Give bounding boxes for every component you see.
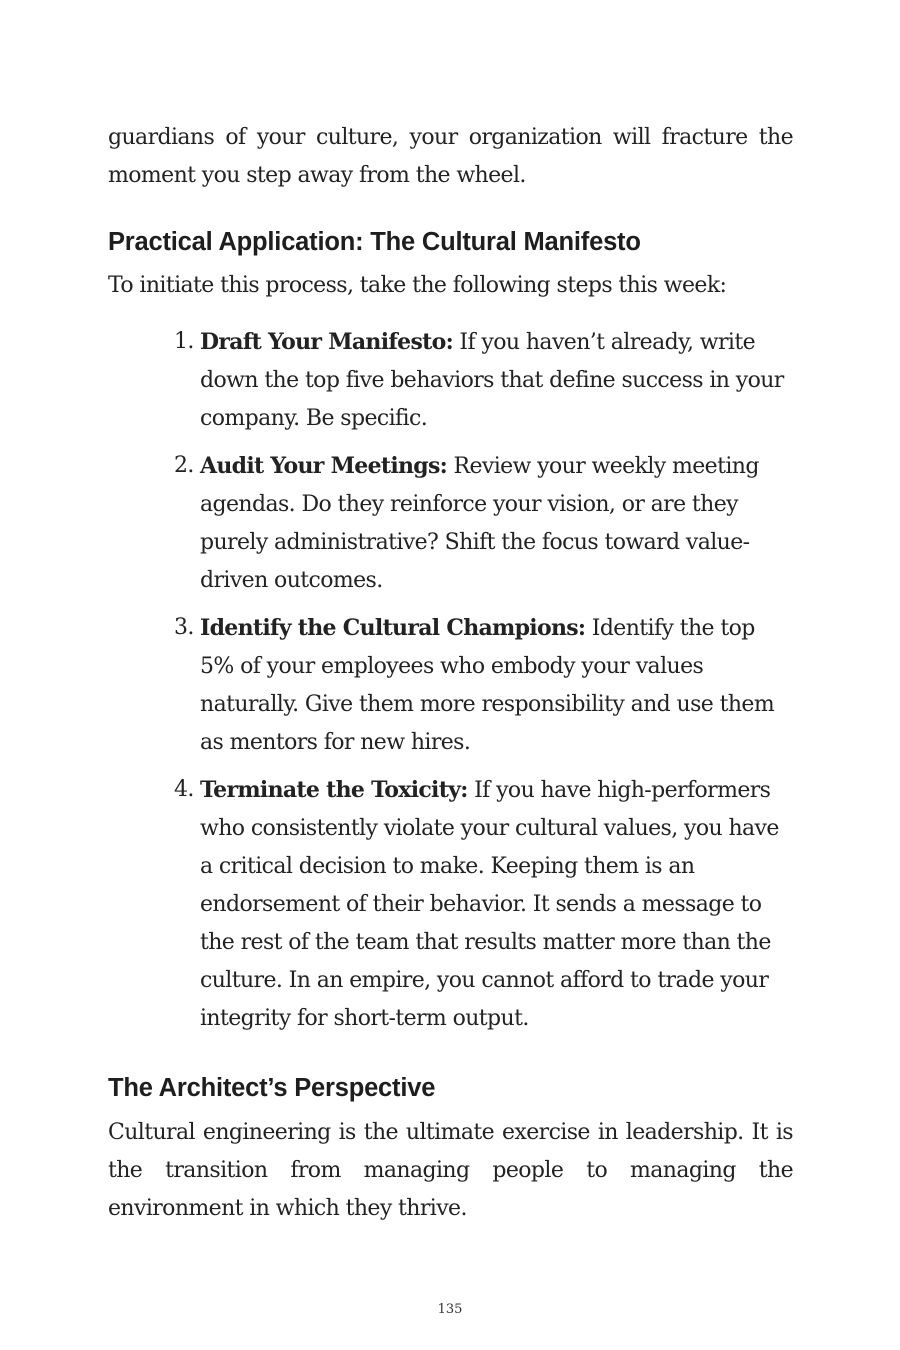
list-item-number: 2. xyxy=(174,453,194,478)
list-item-text: If you have high-performers who consistently violate your cultural values, you have a critical decision to make. Keeping them is an endorsement of their behavior. It sends a message to the rest of the team that results matter more than the culture. In an empire, you cannot afford to trade your integrity for short-term output. xyxy=(200,778,779,1031)
section-heading-practical-application: Practical Application: The Cultural Manifesto xyxy=(108,228,641,256)
list-item-title: Audit Your Meetings: xyxy=(200,453,448,479)
section-heading-architects-perspective: The Architect’s Perspective xyxy=(108,1074,436,1102)
list-item-text: If you haven’t already, write down the top five behaviors that define success in your company. Be specific. xyxy=(200,330,784,431)
section-intro-paragraph: To initiate this process, take the following steps this week: xyxy=(108,273,727,298)
page-number: 135 xyxy=(437,1302,463,1317)
list-item-text: Review your weekly meeting agendas. Do they reinforce your vision, or are they purely administrative? Shift the focus toward value-driven outcomes. xyxy=(200,454,759,593)
opening-paragraph: guardians of your culture, your organization will fracture the moment you step away from the wheel. xyxy=(108,125,793,188)
steps-list xyxy=(108,323,793,1038)
page-content xyxy=(108,119,793,1228)
list-item-number: 3. xyxy=(174,615,194,640)
list-item xyxy=(174,609,793,762)
list-item-number: 4. xyxy=(174,777,194,802)
closing-paragraph: Cultural engineering is the ultimate exercise in leadership. It is the transition from managing people to managing the environment in which they thrive. xyxy=(108,1120,793,1221)
list-item xyxy=(174,771,793,1038)
list-item-title: Draft Your Manifesto: xyxy=(200,329,453,355)
list-item-title: Identify the Cultural Champions: xyxy=(200,615,586,641)
list-item-number: 1. xyxy=(174,329,194,354)
list-item xyxy=(174,447,793,600)
list-item-text: Identify the top 5% of your employees who embody your values naturally. Give them more responsibility and use them as mentors for new hires. xyxy=(200,616,775,755)
list-item xyxy=(174,323,793,438)
list-item-title: Terminate the Toxicity: xyxy=(200,777,468,803)
